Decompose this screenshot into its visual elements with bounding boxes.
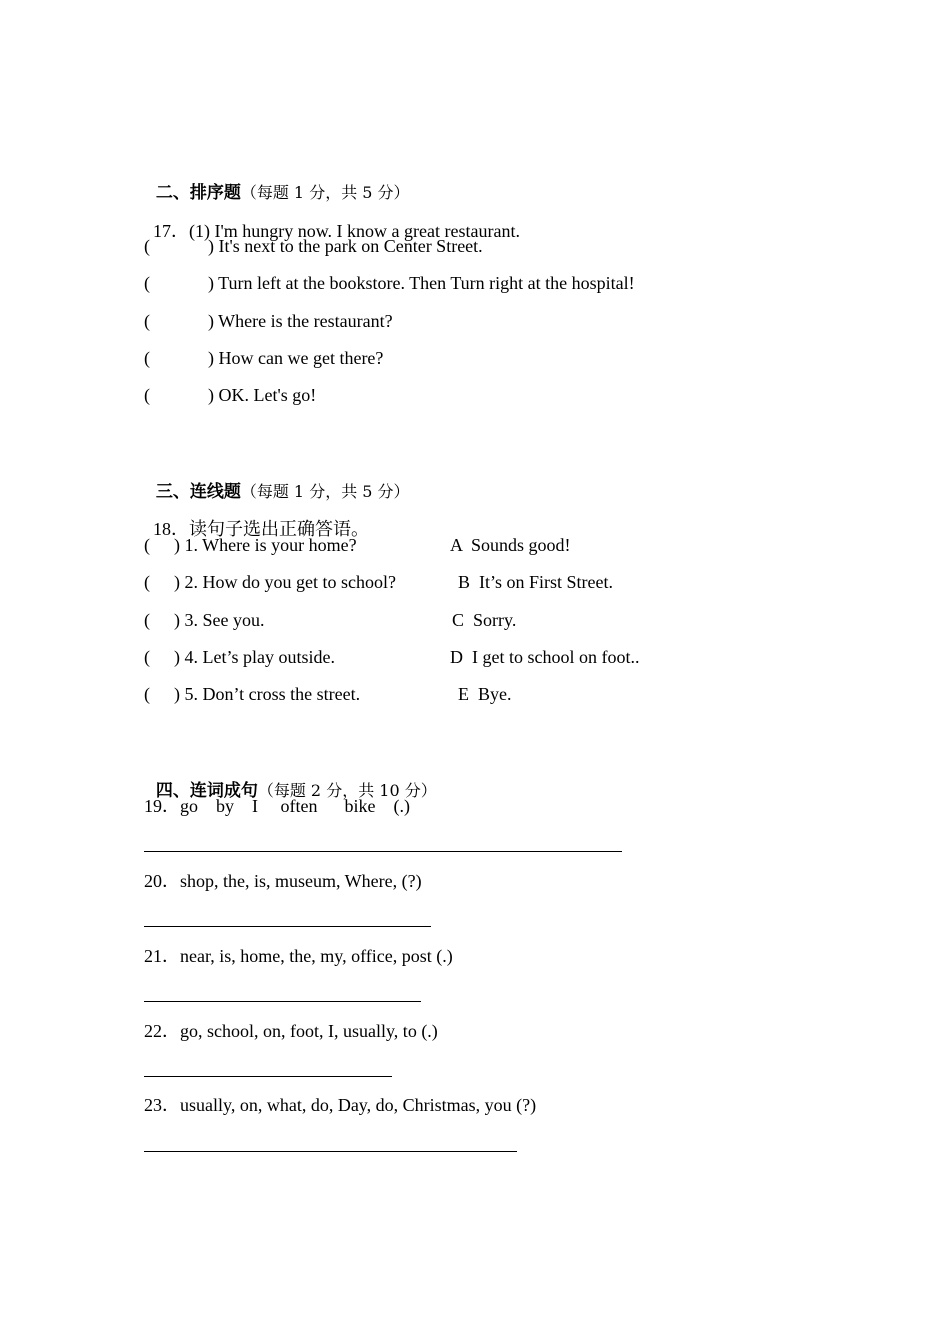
question-19 (144, 795, 410, 817)
answer-blank[interactable]: ( (144, 273, 150, 293)
question-number: 20． (144, 871, 180, 891)
question-21 (144, 945, 453, 967)
answer-line[interactable] (144, 1151, 517, 1152)
matching-answer: A Sounds good! (450, 535, 571, 555)
section-score-note: （每题 2 分，共 10 分） (257, 781, 437, 800)
matching-answer: B It’s on First Street. (458, 572, 614, 592)
matching-question (144, 646, 335, 668)
scrambled-words: shop, the, is, museum, Where, (?) (180, 871, 422, 891)
question-23 (144, 1094, 536, 1116)
question-number: 18． (153, 519, 189, 539)
question-number: 19． (144, 796, 180, 816)
answer-blank[interactable]: ( (144, 385, 150, 405)
question-number: 23． (144, 1095, 180, 1115)
ordering-item (144, 235, 483, 257)
question-instruction: 读句子选出正确答语。 (189, 519, 369, 539)
matching-question (144, 609, 264, 631)
question-number: 22． (144, 1021, 180, 1041)
answer-blank[interactable]: ( (144, 647, 150, 667)
answer-blank[interactable]: ( (144, 236, 150, 256)
answer-blank[interactable]: ( (144, 610, 150, 630)
ordering-item (144, 347, 383, 369)
matching-question (144, 683, 360, 705)
matching-question-text: ) 3. See you. (174, 610, 265, 630)
ordering-sentence: ) Where is the restaurant? (208, 311, 393, 331)
ordering-sentence: ) How can we get there? (208, 348, 384, 368)
ordering-item (144, 384, 316, 406)
scrambled-words: usually, on, what, do, Day, do, Christmas, you (?) (180, 1095, 537, 1115)
matching-question (144, 534, 357, 556)
answer-blank[interactable]: ( (144, 535, 150, 555)
matching-question-text: ) 1. Where is your home? (174, 535, 357, 555)
question-first-sentence: (1) I'm hungry now. I know a great restaurant. (189, 221, 520, 241)
answer-blank[interactable]: ( (144, 572, 150, 592)
question-number: 21． (144, 946, 180, 966)
matching-answer: D I get to school on foot.. (450, 647, 640, 667)
question-20 (144, 870, 422, 892)
answer-blank[interactable]: ( (144, 348, 150, 368)
matching-answer: C Sorry. (452, 610, 517, 630)
scrambled-words: go, school, on, foot, I, usually, to (.) (180, 1021, 438, 1041)
matching-answer: E Bye. (458, 684, 512, 704)
ordering-sentence: ) OK. Let's go! (208, 385, 317, 405)
ordering-item (144, 272, 635, 294)
answer-blank[interactable]: ( (144, 311, 150, 331)
question-number: 17． (153, 221, 189, 241)
answer-line[interactable] (144, 926, 431, 927)
section-title: 二、排序题 (155, 183, 241, 203)
answer-line[interactable] (144, 851, 622, 852)
scrambled-words: go by I often bike (.) (180, 796, 410, 816)
section-score-note: （每题 1 分，共 5 分） (240, 482, 410, 501)
matching-question-text: ) 2. How do you get to school? (174, 572, 396, 592)
section-title: 四、连词成句 (155, 781, 258, 801)
matching-question-text: ) 4. Let’s play outside. (174, 647, 335, 667)
ordering-item (144, 310, 393, 332)
ordering-sentence: ) It's next to the park on Center Street. (208, 236, 483, 256)
section-title: 三、连线题 (155, 482, 241, 502)
answer-line[interactable] (144, 1001, 421, 1002)
matching-question-text: ) 5. Don’t cross the street. (174, 684, 361, 704)
question-22 (144, 1020, 438, 1042)
ordering-sentence: ) Turn left at the bookstore. Then Turn right at the hospital! (208, 273, 635, 293)
section-score-note: （每题 1 分，共 5 分） (240, 183, 410, 202)
answer-blank[interactable]: ( (144, 684, 150, 704)
scrambled-words: near, is, home, the, my, office, post (.) (180, 946, 453, 966)
matching-question (144, 571, 396, 593)
answer-line[interactable] (144, 1076, 392, 1077)
